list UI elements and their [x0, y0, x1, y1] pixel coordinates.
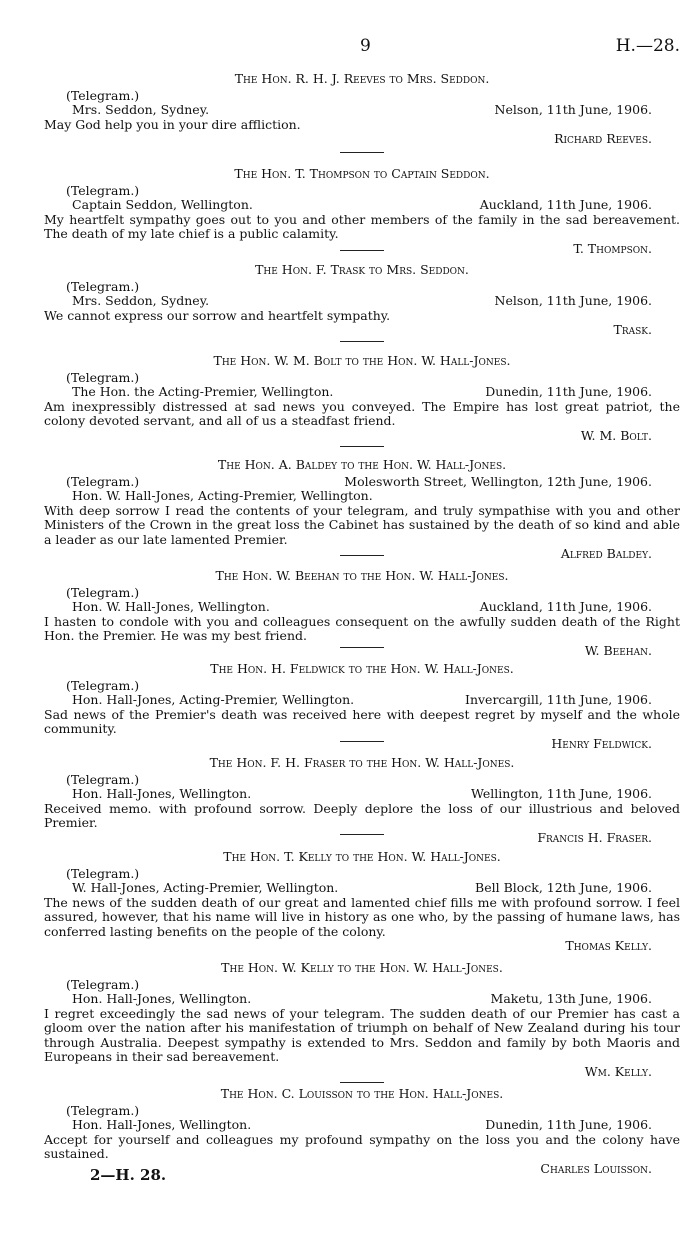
signature: W. Beehan.: [584, 642, 652, 658]
addressee: Hon. Hall-Jones, Wellington.: [72, 1117, 252, 1132]
divider-rule: [340, 446, 384, 447]
place-date: Dunedin, 11th June, 1906.: [485, 384, 652, 399]
signature: Trask.: [613, 322, 652, 337]
divider-rule: [340, 647, 384, 648]
signature: W. M. Bolt.: [580, 427, 652, 443]
message-body: With deep sorrow I read the contents of your telegram, and truly sympathise with you and other Ministers of the Crown in the great loss the Cabinet has sustained by the death of so kind and able a leader as our late lamented Premier.: [44, 502, 680, 547]
addressee: Captain Seddon, Wellington.: [72, 197, 253, 212]
place-date: Bell Block, 12th June, 1906.: [475, 880, 652, 895]
message-body: May God help you in your dire affliction.: [44, 116, 301, 132]
message-title: The Hon. T. Thompson to Captain Seddon.: [234, 166, 490, 181]
message-baldey: [44, 458, 680, 562]
addressee: Hon. W. Hall-Jones, Wellington.: [72, 599, 270, 614]
page-number: 9: [360, 36, 371, 56]
place-date: Auckland, 11th June, 1906.: [479, 197, 652, 212]
message-body: Received memo. with profound sorrow. Deeply deplore the loss of our illustrious and beloved Premier.: [44, 800, 680, 830]
place-date: Wellington, 11th June, 1906.: [470, 786, 652, 801]
document-code: H.—28.: [615, 36, 680, 56]
message-beehan: [44, 569, 680, 658]
place-date: Auckland, 11th June, 1906.: [479, 599, 652, 614]
telegram-label: (Telegram.): [66, 584, 140, 600]
signature: Francis H. Fraser.: [537, 829, 652, 845]
telegram-label: (Telegram.): [66, 1102, 140, 1118]
divider-rule: [340, 250, 384, 251]
address-line: [44, 1118, 680, 1133]
signature: Henry Feldwick.: [551, 735, 652, 751]
message-fraser: [44, 756, 680, 845]
telegram-label: (Telegram.): [66, 865, 140, 881]
signature: Charles Louisson.: [540, 1160, 652, 1176]
divider-rule: [340, 834, 384, 835]
signature: Wm. Kelly.: [584, 1063, 652, 1079]
message-title: The Hon. F. H. Fraser to the Hon. W. Hall-Jones.: [209, 755, 515, 770]
addressee: Hon. W. Hall-Jones, Acting-Premier, Wellington.: [72, 488, 373, 503]
message-w-kelly: [44, 961, 680, 1079]
address-line: [44, 881, 680, 896]
message-body: My heartfelt sympathy goes out to you and other members of the family in the sad bereavement. The death of my late chief is a public calamity.: [44, 211, 680, 241]
addressee: The Hon. the Acting-Premier, Wellington.: [72, 384, 334, 399]
message-title: The Hon. H. Feldwick to the Hon. W. Hall-Jones.: [210, 661, 514, 676]
message-title: The Hon. A. Baldey to the Hon. W. Hall-Jones.: [217, 457, 507, 472]
telegram-label: (Telegram.): [66, 677, 140, 693]
place-date: Nelson, 11th June, 1906.: [494, 293, 652, 308]
message-trask: [44, 263, 680, 338]
signature: Alfred Baldey.: [560, 546, 652, 561]
message-title: The Hon. T. Kelly to the Hon. W. Hall-Jones.: [223, 849, 501, 864]
message-t-kelly: [44, 850, 680, 954]
message-body: The news of the sudden death of our great and lamented chief fills me with profound sorrow. I feel assured, however, that his name will live in history as one who, by the passing of humane laws, has conferred lasting benefits on the people of the colony.: [44, 894, 680, 939]
address-line: [44, 600, 680, 615]
place-date: Invercargill, 11th June, 1906.: [465, 692, 652, 707]
place-date: Nelson, 11th June, 1906.: [494, 102, 652, 117]
message-title: The Hon. R. H. J. Reeves to Mrs. Seddon.: [234, 71, 490, 86]
message-body: I hasten to condole with you and colleagues consequent on the awfully sudden death of the Right Hon. the Premier. He was my best friend.: [44, 613, 680, 643]
divider-rule: [340, 555, 384, 556]
message-feldwick: [44, 662, 680, 751]
addressee: Mrs. Seddon, Sydney.: [72, 102, 210, 117]
address-line: [44, 787, 680, 802]
address-line: [44, 385, 680, 400]
message-body: Am inexpressibly distressed at sad news you conveyed. The Empire has lost great patriot, the colony devoted servant, and all of us a steadfast friend.: [44, 398, 680, 428]
addressee: Hon. Hall-Jones, Wellington.: [72, 991, 252, 1006]
telegram-label: (Telegram.): [66, 278, 140, 294]
message-louisson: [44, 1087, 680, 1176]
place-date: Dunedin, 11th June, 1906.: [485, 1117, 652, 1132]
message-thompson: [44, 167, 680, 256]
address-line: [44, 103, 680, 118]
sheet-mark: 2—H. 28.: [90, 1166, 167, 1184]
telegram-label: (Telegram.): [66, 473, 140, 489]
telegram-label: (Telegram.): [66, 87, 140, 103]
divider-rule: [340, 741, 384, 742]
signature: Richard Reeves.: [554, 131, 652, 146]
address-line: [44, 198, 680, 213]
place-date: Molesworth Street, Wellington, 12th June, 1906.: [344, 473, 652, 489]
address-line: [44, 693, 680, 708]
divider-rule: [340, 341, 384, 342]
telegram-label: (Telegram.): [66, 182, 140, 198]
telegram-label: (Telegram.): [66, 369, 140, 385]
divider-rule: [340, 1082, 384, 1083]
message-title: The Hon. W. Kelly to the Hon. W. Hall-Jones.: [221, 960, 503, 975]
message-body: I regret exceedingly the sad news of your telegram. The sudden death of our Premier has cast a gloom over the nation after his manifestation of triumph on behalf of New Zealand during his tour through Australia. Deepest sympathy is extended to Mrs. Seddon and family by both Maoris and Europeans in their sad bereavement.: [44, 1005, 680, 1064]
message-title: The Hon. C. Louisson to the Hon. Hall-Jones.: [220, 1086, 504, 1101]
addressee: Hon. Hall-Jones, Wellington.: [72, 786, 252, 801]
message-body: Accept for yourself and colleagues my profound sympathy on the loss you and the colony have sustained.: [44, 1131, 680, 1161]
addressee: Hon. Hall-Jones, Acting-Premier, Wellington.: [72, 692, 355, 707]
addressee: Mrs. Seddon, Sydney.: [72, 293, 210, 308]
message-bolt: [44, 354, 680, 443]
signature: T. Thompson.: [573, 240, 652, 256]
message-title: The Hon. W. M. Bolt to the Hon. W. Hall-Jones.: [213, 353, 511, 368]
place-date: Maketu, 13th June, 1906.: [490, 991, 652, 1006]
address-line: [44, 992, 680, 1007]
message-title: The Hon. F. Trask to Mrs. Seddon.: [255, 262, 469, 277]
message-title: The Hon. W. Beehan to the Hon. W. Hall-Jones.: [215, 568, 509, 583]
addressee: W. Hall-Jones, Acting-Premier, Wellington.: [72, 880, 339, 895]
address-line: [44, 475, 680, 490]
signature: Thomas Kelly.: [565, 938, 652, 953]
message-body: We cannot express our sorrow and heartfelt sympathy.: [44, 307, 391, 323]
telegram-label: (Telegram.): [66, 771, 140, 787]
telegram-label: (Telegram.): [66, 976, 140, 992]
message-body: Sad news of the Premier's death was received here with deepest regret by myself and the whole community.: [44, 706, 680, 736]
address-line: [44, 294, 680, 309]
divider-rule: [340, 152, 384, 153]
message-reeves: [44, 72, 680, 147]
